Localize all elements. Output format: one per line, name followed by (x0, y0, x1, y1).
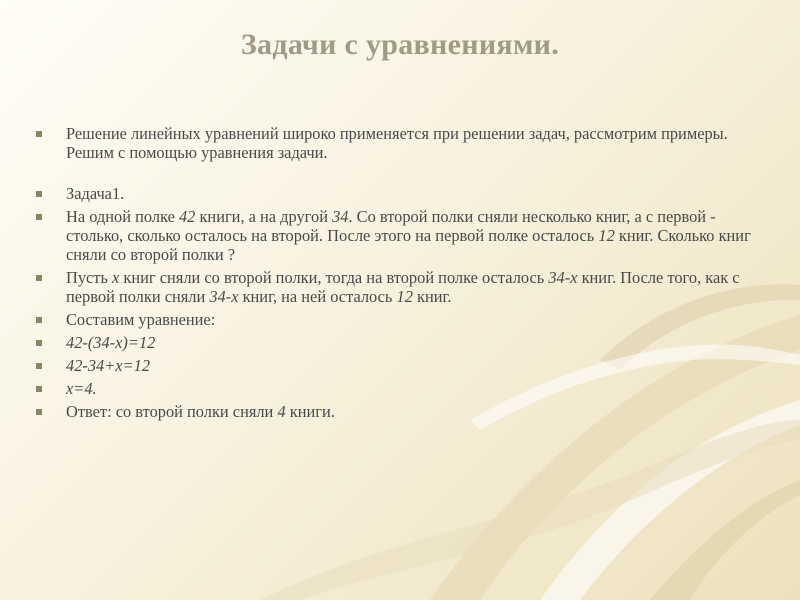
list-item (36, 268, 756, 306)
equation-intro: Составим уравнение: (66, 310, 216, 329)
intro-text: Решение линейных уравнений широко применяется при решении задач, рассмотрим примеры. Решим с помощью уравнения задачи. (66, 124, 728, 162)
bullet-square-icon (36, 191, 42, 197)
bullet-list (36, 124, 756, 421)
list-item (36, 310, 756, 329)
equation-result: х=4. (66, 379, 97, 398)
list-item (36, 356, 756, 375)
list-item (36, 379, 756, 398)
list-item (36, 184, 756, 203)
list-item (36, 333, 756, 352)
task-heading: Задача1. (66, 184, 125, 203)
answer-text: Ответ: со второй полки сняли 4 книги. (66, 402, 335, 421)
bullet-square-icon (36, 386, 42, 392)
bullet-square-icon (36, 131, 42, 137)
bullet-square-icon (36, 214, 42, 220)
bullet-square-icon (36, 317, 42, 323)
bullet-square-icon (36, 340, 42, 346)
task-text: На одной полке 42 книги, а на другой 34. Со второй полки сняли несколько книг, а с первой - столько, сколько осталось на второй. После этого на первой полке осталось 12 книг. Сколько книг сняли со второй полки ? (66, 207, 751, 264)
solution-text: Пусть х книг сняли со второй полки, тогда на второй полке осталось 34-х книг. После того, как с первой полки сняли 34-х книг, на ней осталось 12 книг. (66, 268, 740, 306)
list-item (36, 207, 756, 264)
bullet-square-icon (36, 409, 42, 415)
list-item (36, 402, 756, 421)
bullet-square-icon (36, 275, 42, 281)
bullet-square-icon (36, 363, 42, 369)
list-item (36, 124, 756, 162)
equation-step-2: 42-34+х=12 (66, 356, 151, 375)
slide-title: Задачи с уравнениями. (240, 28, 560, 61)
equation-step-1: 42-(34-х)=12 (66, 333, 156, 352)
